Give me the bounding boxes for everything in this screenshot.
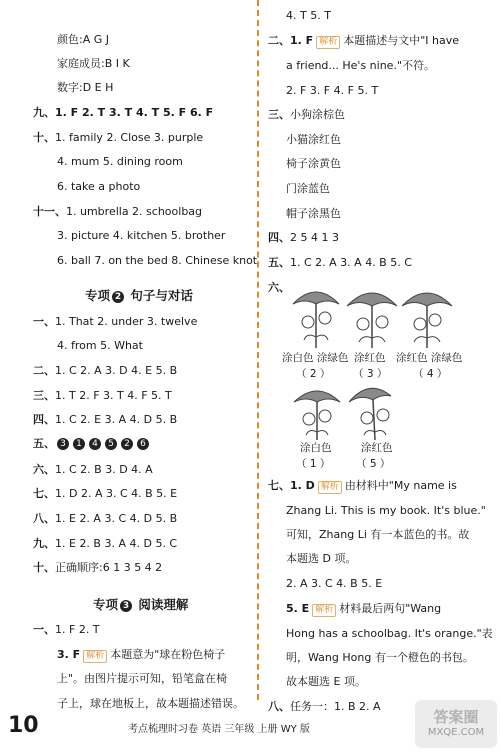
answer-line: 四、2 5 4 1 3 <box>268 231 339 244</box>
figure-caption: 涂红色 <box>354 352 386 364</box>
answer-line: 九、1. F 2. T 3. T 4. T 5. F 6. F <box>33 106 214 119</box>
answer-line: 八、1. E 2. A 3. C 4. D 5. B <box>33 512 178 525</box>
figure-answer: （ 4 ） <box>413 368 448 380</box>
answer-line: 明，Wang Hong 有一个橙色的书包。 <box>286 651 474 664</box>
answer-line: 七、1. D 2. A 3. C 4. B 5. E <box>33 487 178 500</box>
answer-line: 九、1. E 2. B 3. A 4. D 5. C <box>33 537 178 550</box>
coloring-figure <box>398 282 456 354</box>
answer-line: 4. mum 5. dining room <box>57 155 183 168</box>
figure-answer: （ 2 ） <box>296 368 331 380</box>
answer-line: 椅子涂黄色 <box>286 157 341 170</box>
plant-umbrella-icon <box>343 282 401 354</box>
answer-line: 小猫涂红色 <box>286 133 341 146</box>
column-divider <box>257 0 259 700</box>
figure-caption: 涂红色 涂绿色 <box>396 352 463 364</box>
answer-line: 一、1. That 2. under 3. twelve <box>33 315 198 328</box>
explanation-tag: 解析 <box>318 481 342 494</box>
answer-line: 四、1. C 2. E 3. A 4. D 5. B <box>33 413 178 426</box>
section-title: 专项 2 句子与对话 <box>85 288 193 303</box>
figure-answer: （ 3 ） <box>353 368 388 380</box>
answer-line: 3. F 解析 本题意为"球在粉色椅子 <box>57 648 226 661</box>
answer-line: 帽子涂黑色 <box>286 207 341 220</box>
answer-line: 4. from 5. What <box>57 339 143 352</box>
coloring-figure <box>287 282 345 354</box>
answer-line: 子上，球在地板上，故本题描述错误。 <box>57 697 244 710</box>
coloring-figure <box>288 382 346 444</box>
answer-line: 十、正确顺序:6 1 3 5 4 2 <box>33 561 163 574</box>
answer-line: 三、1. T 2. F 3. T 4. F 5. T <box>33 389 172 402</box>
answer-line: 七、1. D 解析 由材料中"My name is <box>268 479 457 492</box>
plant-umbrella-icon <box>345 382 403 444</box>
answer-line: 6. ball 7. on the bed 8. Chinese knot <box>57 254 258 267</box>
answer-line: 故本题选 E 项。 <box>286 675 366 688</box>
answer-line: 数字:D E H <box>57 81 114 94</box>
answer-line: 家庭成员:B I K <box>57 57 130 70</box>
answer-line: Hong has a schoolbag. It's orange."表 <box>286 627 493 640</box>
answer-line: 2. A 3. C 4. B 5. E <box>286 577 383 590</box>
figure-answer: （ 1 ） <box>296 458 331 470</box>
explanation-tag: 解析 <box>83 650 107 663</box>
coloring-figure <box>345 382 403 444</box>
answer-line: 十、1. family 2. Close 3. purple <box>33 131 204 144</box>
answer-line: 六、 <box>268 281 290 294</box>
page-number: 10 <box>8 713 39 738</box>
answer-line: 二、1. F 解析 本题描述与文中"I have <box>268 34 459 47</box>
answer-line: 颜色:A G J <box>57 33 109 46</box>
figure-caption: 涂红色 <box>361 442 393 454</box>
explanation-tag: 解析 <box>316 36 340 49</box>
plant-umbrella-icon <box>288 382 346 444</box>
answer-line: 三、小狗涂棕色 <box>268 108 345 121</box>
answer-line: 一、1. F 2. T <box>33 623 100 636</box>
answer-line: 十一、1. umbrella 2. schoolbag <box>33 205 203 218</box>
answer-line: 本题选 D 项。 <box>286 552 357 565</box>
answer-line: 八、任务一：1. B 2. A <box>268 700 381 713</box>
answer-line: 六、1. C 2. B 3. D 4. A <box>33 463 153 476</box>
answer-line: 五、 3 1 4 5 2 6 <box>33 437 151 451</box>
answer-line: 4. T 5. T <box>286 9 331 22</box>
answer-line: 6. take a photo <box>57 180 141 193</box>
answer-line: Zhang Li. This is my book. It's blue." <box>286 504 486 517</box>
answer-line: 门涂蓝色 <box>286 182 330 195</box>
explanation-tag: 解析 <box>312 604 336 617</box>
figure-caption: 涂白色 <box>300 442 332 454</box>
figure-caption: 涂白色 涂绿色 <box>282 352 349 364</box>
answer-line: 上"。由图片提示可知，铅笔盒在椅 <box>57 672 228 685</box>
section-title: 专项 3 阅读理解 <box>93 597 189 612</box>
footer-text: 考点梳理时习卷 英语 三年级 上册 WY 版 <box>128 724 310 735</box>
coloring-figure <box>343 282 401 354</box>
answer-line: 2. F 3. F 4. F 5. T <box>286 84 379 97</box>
answer-line: 可知，Zhang Li 有一本蓝色的书。故 <box>286 528 470 541</box>
plant-umbrella-icon <box>398 282 456 354</box>
answer-line: 五、1. C 2. A 3. A 4. B 5. C <box>268 256 412 269</box>
answer-line: 二、1. C 2. A 3. D 4. E 5. B <box>33 364 178 377</box>
plant-umbrella-icon <box>287 282 345 354</box>
answer-line: a friend... He's nine."不符。 <box>286 59 436 72</box>
figure-answer: （ 5 ） <box>356 458 391 470</box>
answer-line: 3. picture 4. kitchen 5. brother <box>57 229 226 242</box>
answer-line: 5. E 解析 材料最后两句"Wang <box>286 602 442 615</box>
watermark-logo: 答案圈 MXQE.COM <box>415 700 497 748</box>
